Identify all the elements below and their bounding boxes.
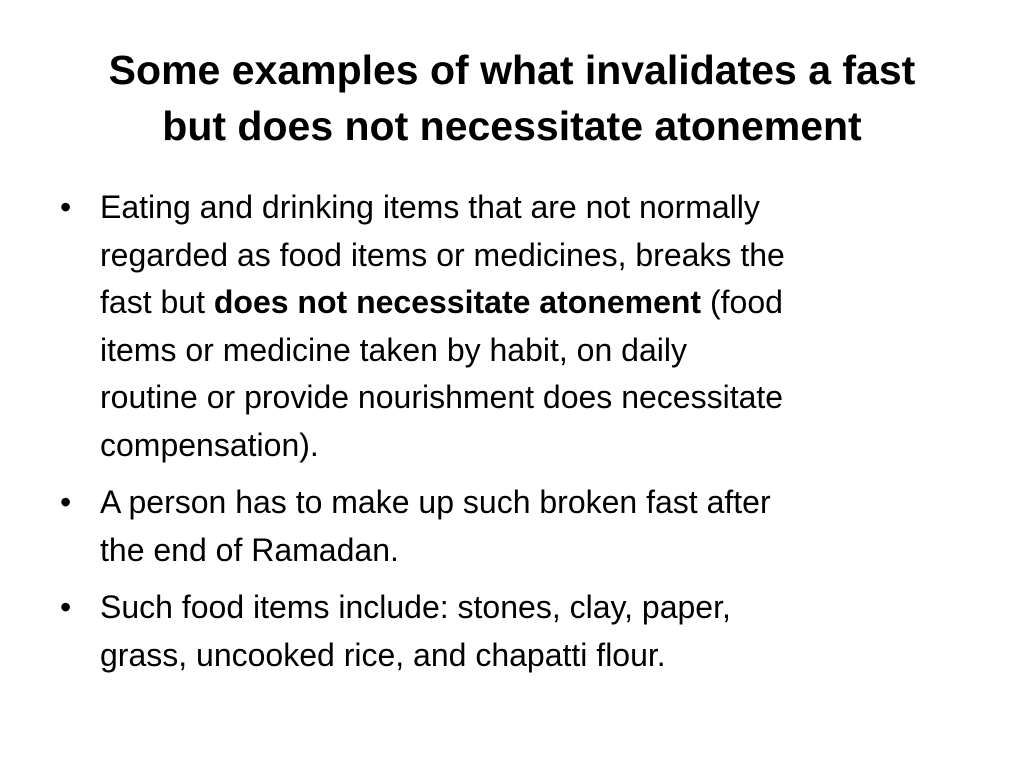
bullet-1-line-3-text: fast but [100,284,214,320]
bullet-1-line-2: regarded as food items or medicines, breaks the [100,236,785,273]
slide-title-line-2: but does not necessitate atonement [162,103,862,149]
bullet-dot-icon: • [60,189,72,225]
bullet-2-line-2: the end of Ramadan. [100,531,399,568]
bullet-3-line-1: Such food items include: stones, clay, paper, [100,589,731,625]
bullet-3-line-2: grass, uncooked rice, and chapatti flour. [100,636,666,673]
bullet-1-line-5: routine or provide nourishment does necessitate [100,379,784,415]
bullet-dot-icon: • [60,484,72,520]
bullet-list [58,184,978,689]
bullet-item-3 [58,584,978,679]
bullet-1-line-4: items or medicine taken by habit, on daily [100,331,687,368]
bullet-1-emphasis: does not necessitate atonement [213,284,702,320]
bullet-1-line-3-tail: (food [701,284,783,320]
bullet-item-2 [58,479,978,574]
bullet-1-line-6: compensation). [100,426,319,463]
bullet-1-line-3 [100,279,978,327]
bullet-dot-icon: • [60,589,72,625]
bullet-item-1 [58,184,978,469]
slide-title-line-1: Some examples of what invalidates a fast [108,47,916,93]
bullet-1-line-1: Eating and drinking items that are not normally [100,189,760,225]
bullet-2-line-1: A person has to make up such broken fast after [100,484,771,520]
slide-title [40,42,984,154]
